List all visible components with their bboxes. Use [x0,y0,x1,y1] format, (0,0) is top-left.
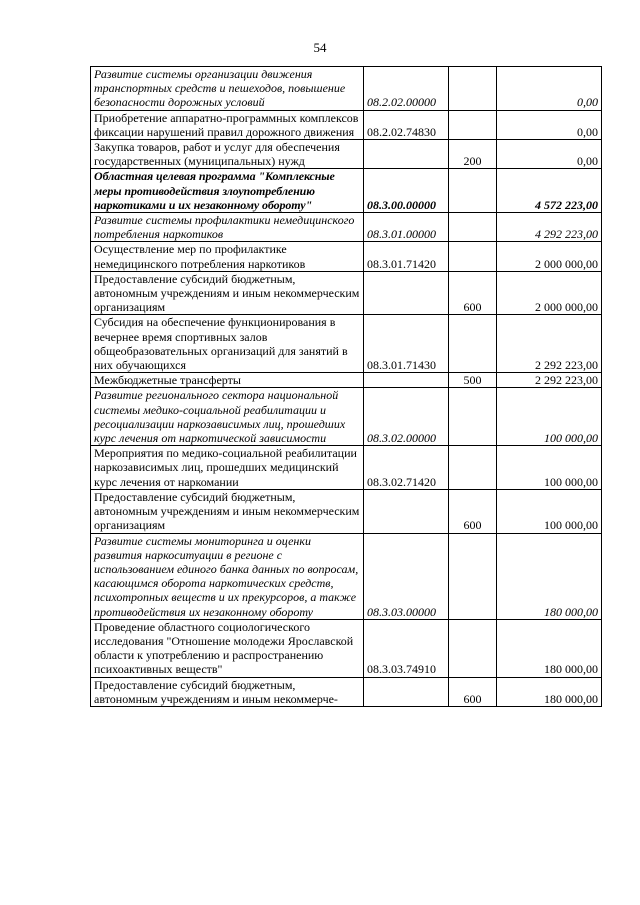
row-sum: 0,00 [497,110,602,139]
table-row [91,169,602,213]
row-name: Развитие системы мониторинга и оценки развития наркоситуации в регионе с использованием единого банка данных по вопросам, касающимся оборота наркотических средств, психотропных веществ и их прекурсоров, а также противодействия их незаконному обороту [91,533,364,619]
row-name: Приобретение аппаратно-программных комплексов фиксации нарушений правил дорожного движения [91,110,364,139]
row-expense-type [449,242,497,271]
row-code: 08.3.01.71420 [364,242,449,271]
row-name: Проведение областного социологического исследования "Отношение молодежи Ярославской области к употреблению и распространению психоактивных веществ" [91,619,364,677]
row-name: Развитие регионального сектора национальной системы медико-социальной реабилитации и ресоциализации наркозависимых лиц, прошедших курс лечения от наркотической зависимости [91,388,364,446]
table-row [91,388,602,446]
row-sum: 100 000,00 [497,489,602,533]
row-code: 08.3.02.71420 [364,446,449,490]
row-expense-type [449,213,497,242]
row-expense-type [449,533,497,619]
table-row [91,213,602,242]
row-code [364,489,449,533]
row-expense-type [449,315,497,373]
row-expense-type: 600 [449,489,497,533]
table-row [91,140,602,169]
row-sum: 0,00 [497,67,602,111]
table-row [91,373,602,388]
row-expense-type: 600 [449,677,497,706]
table-row [91,619,602,677]
row-name: Предоставление субсидий бюджетным, автономным учреждениям и иным некоммерче- [91,677,364,706]
table-row [91,446,602,490]
row-code [364,677,449,706]
row-name: Межбюджетные трансферты [91,373,364,388]
row-expense-type [449,110,497,139]
row-name: Мероприятия по медико-социальной реабилитации наркозависимых лиц, прошедших медицинский курс лечения от наркомании [91,446,364,490]
row-code: 08.2.02.00000 [364,67,449,111]
row-sum: 2 292 223,00 [497,373,602,388]
table-row [91,315,602,373]
row-sum: 180 000,00 [497,619,602,677]
row-code: 08.3.00.00000 [364,169,449,213]
row-code: 08.3.03.74910 [364,619,449,677]
row-sum: 100 000,00 [497,388,602,446]
table-row [91,271,602,315]
row-sum: 180 000,00 [497,677,602,706]
row-expense-type: 500 [449,373,497,388]
table-row [91,533,602,619]
row-sum: 100 000,00 [497,446,602,490]
row-name: Осуществление мер по профилактике немедицинского потребления наркотиков [91,242,364,271]
row-sum: 2 000 000,00 [497,271,602,315]
row-name: Закупка товаров, работ и услуг для обеспечения государственных (муниципальных) нужд [91,140,364,169]
row-code: 08.3.01.00000 [364,213,449,242]
row-sum: 0,00 [497,140,602,169]
table-row [91,242,602,271]
row-code [364,271,449,315]
row-name: Развитие системы организации движения транспортных средств и пешеходов, повышение безопасности дорожных условий [91,67,364,111]
table-row [91,67,602,111]
table-row [91,110,602,139]
row-expense-type [449,388,497,446]
budget-table-body [91,67,602,707]
row-name: Предоставление субсидий бюджетным, автономным учреждениям и иным некоммерческим организациям [91,489,364,533]
page-number: 54 [313,40,327,55]
row-expense-type: 600 [449,271,497,315]
row-name: Предоставление субсидий бюджетным, автономным учреждениям и иным некоммерческим организациям [91,271,364,315]
row-sum: 4 292 223,00 [497,213,602,242]
row-code: 08.3.03.00000 [364,533,449,619]
row-name: Развитие системы профилактики немедицинского потребления наркотиков [91,213,364,242]
row-name: Областная целевая программа "Комплексные меры противодействия злоупотреблению наркотиками и их незаконному обороту" [91,169,364,213]
row-code: 08.3.01.71430 [364,315,449,373]
row-name: Субсидия на обеспечение функционирования в вечернее время спортивных залов общеобразовательных организаций для занятий в них обучающихся [91,315,364,373]
row-sum: 2 000 000,00 [497,242,602,271]
row-sum: 4 572 223,00 [497,169,602,213]
row-expense-type [449,169,497,213]
row-sum: 2 292 223,00 [497,315,602,373]
budget-table [90,66,602,707]
row-code: 08.2.02.74830 [364,110,449,139]
table-row [91,489,602,533]
row-expense-type [449,446,497,490]
table-row [91,677,602,706]
row-code: 08.3.02.00000 [364,388,449,446]
row-sum: 180 000,00 [497,533,602,619]
row-expense-type [449,67,497,111]
row-expense-type: 200 [449,140,497,169]
row-code [364,373,449,388]
row-expense-type [449,619,497,677]
row-code [364,140,449,169]
